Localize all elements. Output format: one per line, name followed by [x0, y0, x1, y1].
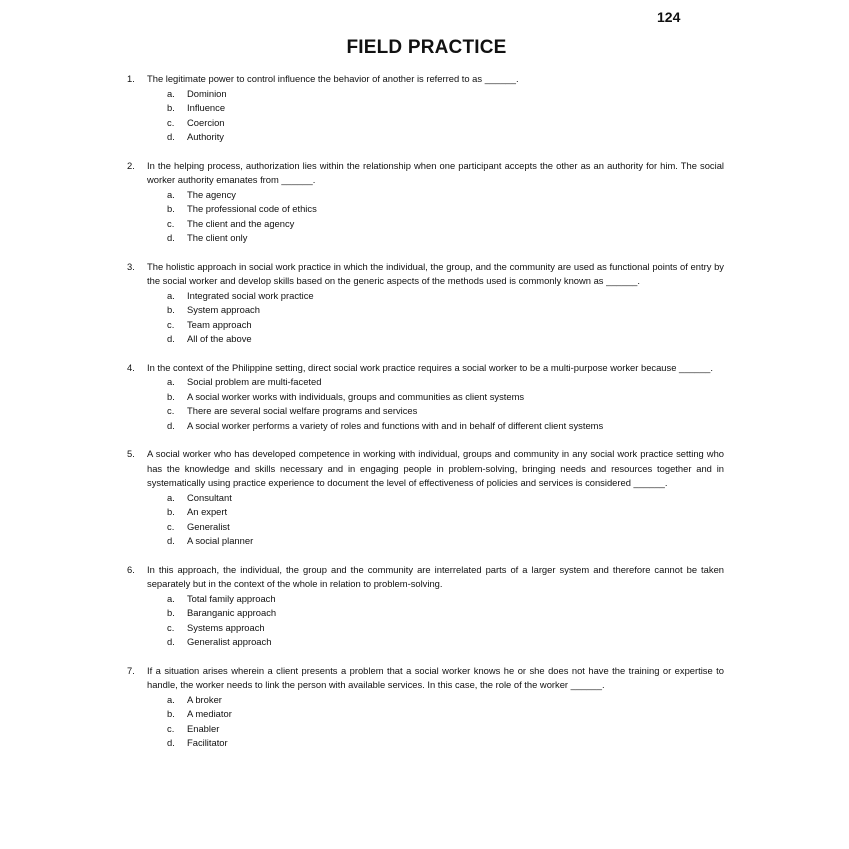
- option-item: [167, 217, 724, 232]
- option-letter: a.: [167, 376, 175, 387]
- option-letter: a.: [167, 188, 175, 200]
- option-list: [127, 289, 724, 347]
- option-list: [127, 188, 724, 246]
- option-item: [167, 101, 724, 116]
- question-item: [127, 260, 724, 347]
- question-item: [127, 159, 724, 246]
- option-letter: c.: [167, 621, 175, 633]
- option-letter: b.: [167, 390, 175, 402]
- question-text: A social worker who has developed competence in working with individual, groups and community in any social work practice setting who has the knowledge and skills necessary and in engaging people in problem-solving, bringing needs and resources together and in systematically using practice experience to document the level of effectiveness of policies and services is considered ______.: [147, 448, 724, 488]
- option-item: [167, 318, 724, 333]
- question-number: 7.: [127, 664, 135, 676]
- option-text: The professional code of ethics: [187, 203, 317, 214]
- option-text: A social worker performs a variety of roles and functions with and in behalf of different client systems: [187, 419, 604, 431]
- question-item: [127, 664, 724, 751]
- option-text: A broker: [187, 693, 222, 705]
- option-item: [167, 375, 724, 390]
- option-item: [167, 736, 724, 751]
- option-letter: c.: [167, 116, 175, 128]
- option-item: [167, 289, 724, 304]
- option-text: System approach: [187, 304, 260, 315]
- option-text: Social problem are multi-faceted: [187, 376, 322, 387]
- option-text: Enabler: [187, 722, 220, 734]
- question-item: [127, 563, 724, 650]
- option-text: Consultant: [187, 491, 232, 503]
- question-number: 3.: [127, 260, 135, 272]
- option-text: The client only: [187, 232, 248, 243]
- option-letter: a.: [167, 592, 175, 604]
- option-text: There are several social welfare programs and services: [187, 405, 418, 416]
- option-letter: b.: [167, 203, 175, 214]
- option-text: Systems approach: [187, 621, 265, 633]
- option-text: Total family approach: [187, 592, 276, 604]
- option-letter: d.: [167, 737, 175, 748]
- option-text: Facilitator: [187, 737, 228, 748]
- option-text: A mediator: [187, 708, 232, 719]
- question-text: If a situation arises wherein a client presents a problem that a social worker knows he or she does not have the training or expertise to handle, the worker needs to link the person with available services. In this case, the role of the worker ______.: [147, 664, 724, 690]
- question-number: 5.: [127, 448, 135, 459]
- option-text: A social planner: [187, 535, 254, 546]
- option-text: A social worker works with individuals, groups and communities as client systems: [187, 390, 525, 402]
- option-item: [167, 606, 724, 621]
- option-letter: d.: [167, 419, 175, 431]
- option-letter: c.: [167, 217, 175, 229]
- option-letter: c.: [167, 405, 175, 416]
- option-item: [167, 390, 724, 405]
- option-list: [127, 491, 724, 549]
- option-item: [167, 303, 724, 318]
- option-text: Generalist approach: [187, 636, 272, 647]
- option-text: All of the above: [187, 333, 252, 344]
- option-letter: a.: [167, 289, 175, 301]
- option-list: [127, 375, 724, 433]
- option-letter: d.: [167, 232, 175, 243]
- question-number: 6.: [127, 563, 135, 575]
- question-text: In the helping process, authorization lies within the relationship when one participant accepts the other as an authority for him. The social worker authority emanates from ______.: [147, 159, 724, 185]
- option-item: [167, 188, 724, 203]
- page-number: 124: [657, 9, 681, 25]
- option-item: [167, 520, 724, 535]
- option-letter: b.: [167, 102, 175, 113]
- option-letter: c.: [167, 520, 175, 532]
- option-letter: a.: [167, 491, 175, 503]
- question-text: The holistic approach in social work practice in which the individual, the group, and the community are used as functional points of entry by the social worker and develop skills based on the generic aspects of the methods used is commonly known as ______.: [147, 260, 724, 286]
- option-item: [167, 693, 724, 708]
- option-list: [127, 693, 724, 751]
- option-text: Influence: [187, 102, 226, 113]
- option-letter: d.: [167, 131, 175, 142]
- option-text: Authority: [187, 131, 224, 142]
- option-text: An expert: [187, 506, 228, 517]
- option-text: Generalist: [187, 520, 230, 532]
- question-text: In this approach, the individual, the group and the community are interrelated parts of a larger system and therefore cannot be taken separately but in the context of the whole in relation to problem-solving.: [147, 563, 724, 589]
- question-number: 2.: [127, 159, 135, 171]
- option-text: The agency: [187, 188, 236, 200]
- option-letter: c.: [167, 722, 175, 734]
- question-list: [127, 72, 724, 765]
- option-text: Team approach: [187, 318, 252, 330]
- option-letter: b.: [167, 506, 175, 517]
- option-text: Baranganic approach: [187, 607, 277, 618]
- option-letter: b.: [167, 708, 175, 719]
- option-item: [167, 592, 724, 607]
- option-letter: d.: [167, 636, 175, 647]
- option-list: [127, 592, 724, 650]
- option-item: [167, 404, 724, 419]
- option-item: [167, 130, 724, 145]
- question-number: 4.: [127, 361, 135, 373]
- option-item: [167, 707, 724, 722]
- option-list: [127, 87, 724, 145]
- question-item: [127, 72, 724, 145]
- option-item: [167, 621, 724, 636]
- option-item: [167, 534, 724, 549]
- question-text: In the context of the Philippine setting, direct social work practice requires a social worker to be a multi-purpose worker because ______.: [147, 361, 713, 373]
- question-text: The legitimate power to control influence the behavior of another is referred to as ______.: [147, 73, 519, 84]
- page-title: FIELD PRACTICE: [346, 37, 507, 58]
- option-item: [167, 505, 724, 520]
- option-item: [167, 722, 724, 737]
- option-text: The client and the agency: [187, 217, 295, 229]
- option-letter: c.: [167, 318, 175, 330]
- option-item: [167, 87, 724, 102]
- option-letter: b.: [167, 607, 175, 618]
- question-item: [127, 361, 724, 434]
- option-item: [167, 231, 724, 246]
- option-letter: a.: [167, 87, 175, 99]
- option-item: [167, 116, 724, 131]
- option-letter: b.: [167, 304, 175, 315]
- option-text: Integrated social work practice: [187, 289, 314, 301]
- option-letter: a.: [167, 693, 175, 705]
- option-item: [167, 419, 724, 434]
- question-item: [127, 447, 724, 549]
- option-item: [167, 332, 724, 347]
- option-item: [167, 491, 724, 506]
- question-number: 1.: [127, 73, 135, 84]
- option-item: [167, 202, 724, 217]
- option-text: Dominion: [187, 87, 227, 99]
- option-letter: d.: [167, 535, 175, 546]
- option-letter: d.: [167, 333, 175, 344]
- option-text: Coercion: [187, 116, 225, 128]
- option-item: [167, 635, 724, 650]
